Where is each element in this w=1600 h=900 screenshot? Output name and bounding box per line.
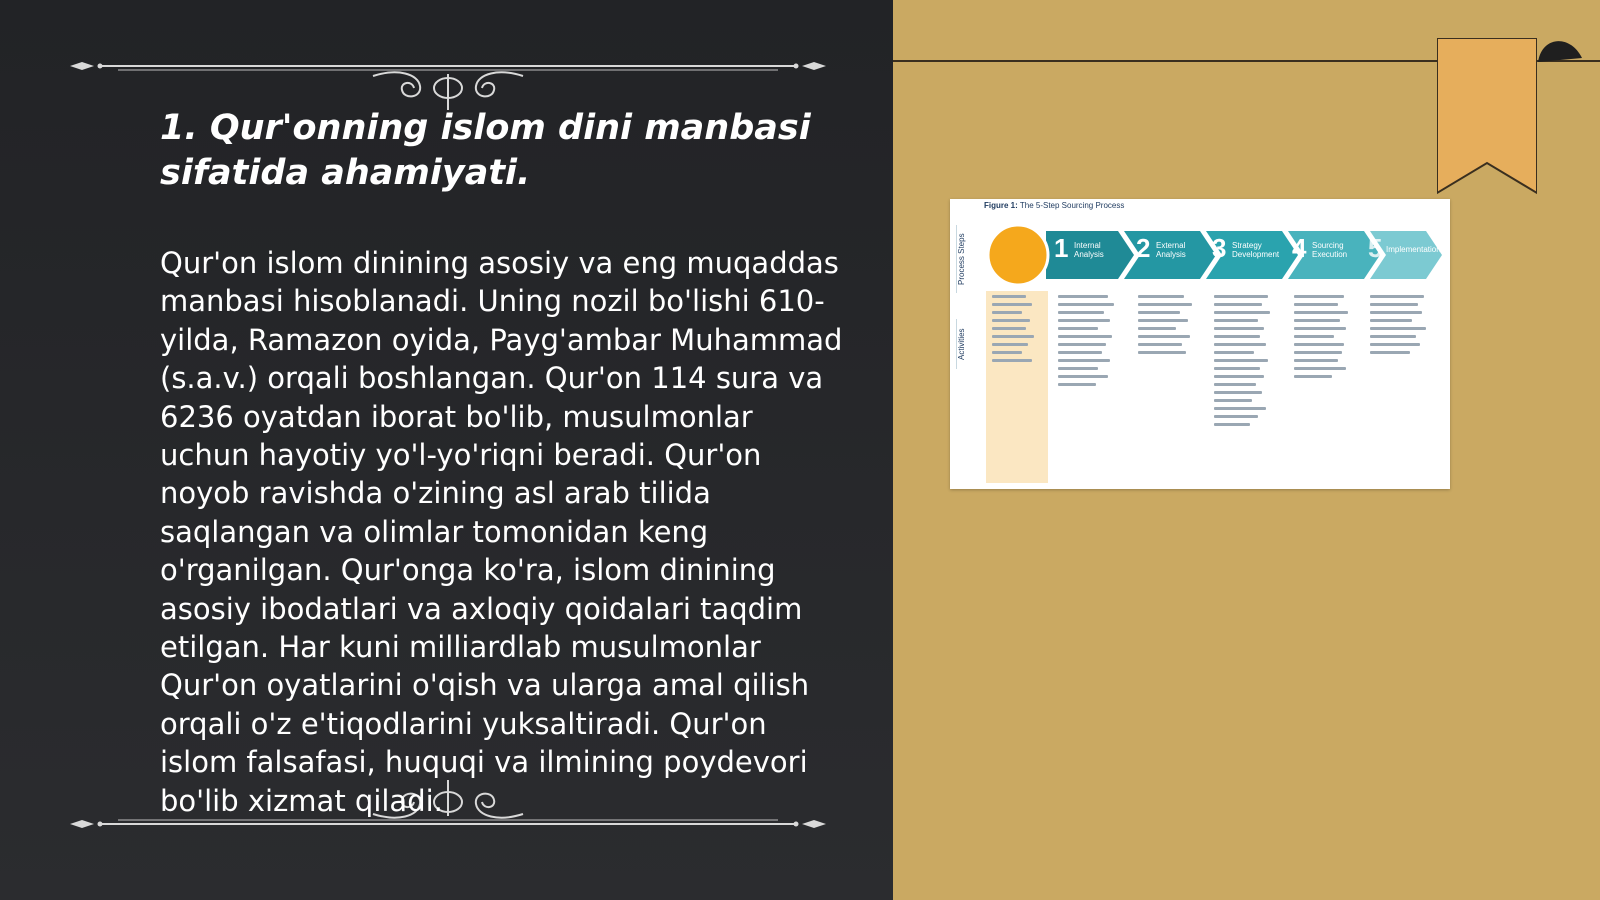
activities-label: Activities — [956, 319, 973, 369]
figure-caption — [984, 201, 1124, 210]
step-2-label: External Analysis — [1156, 241, 1186, 259]
step-2-number: 2 — [1136, 233, 1151, 263]
figure-caption-label: Figure 1: — [984, 201, 1018, 210]
slide-title: 1. Qur'onning islom dini manbasi sifatida ahamiyati. — [160, 108, 811, 193]
step-3-label: Strategy Development — [1232, 241, 1280, 259]
activities-column-1 — [1052, 291, 1122, 483]
step-5-label: Implementation — [1386, 245, 1441, 254]
sourcing-process-figure — [950, 199, 1450, 489]
top-ornament — [68, 52, 828, 112]
bookmark-ribbon — [1437, 38, 1537, 198]
step-4-number: 4 — [1292, 233, 1307, 263]
step-3-number: 3 — [1212, 233, 1227, 263]
process-steps-label: Process Steps — [956, 225, 973, 293]
step-1-label: Internal Analysis — [1074, 241, 1104, 259]
bookmark-fold — [1530, 34, 1590, 64]
activities-column-0 — [986, 291, 1048, 483]
figure-caption-text: The 5-Step Sourcing Process — [1019, 201, 1125, 210]
activities-column-5 — [1364, 291, 1434, 483]
step-4-label: Sourcing Execution — [1312, 241, 1348, 259]
activities-column-4 — [1288, 291, 1358, 483]
slide-body-text: Qur'on islom dinining asosiy va eng muqaddas manbasi hisoblanadi. Uning nozil bo'lishi 610-yilda, Ramazon oyida, Payg'ambar Muhammad (s.a.v.) orqali boshlangan. Qur'on 114 sura va 6236 oyatdan iborat bo'lib, musulmonlar uchun hayotiy yo'l-yo'riqni beradi. Qur'on noyob ravishda o'zining asl arab tilida saqlangan va olimlar tomonidan keng o'rganilgan. Qur'onga ko'ra, islom dinining asosiy ibodatlari va axloqiy qoidalari taqdim etilgan. Har kuni milliardlab musulmonlar Qur'on oyatlarini o'qish va ularga amal qilish orqali o'z e'tiqodlarini yuksaltiradi. Qur'on islom falsafasi, huquqi va ilmining poydevori bo'lib xizmat qiladi. — [160, 246, 843, 818]
activities-column-3 — [1208, 291, 1278, 483]
activities-column-2 — [1132, 291, 1202, 483]
step-1-number: 1 — [1054, 233, 1069, 263]
step-5-number: 5 — [1368, 233, 1383, 263]
